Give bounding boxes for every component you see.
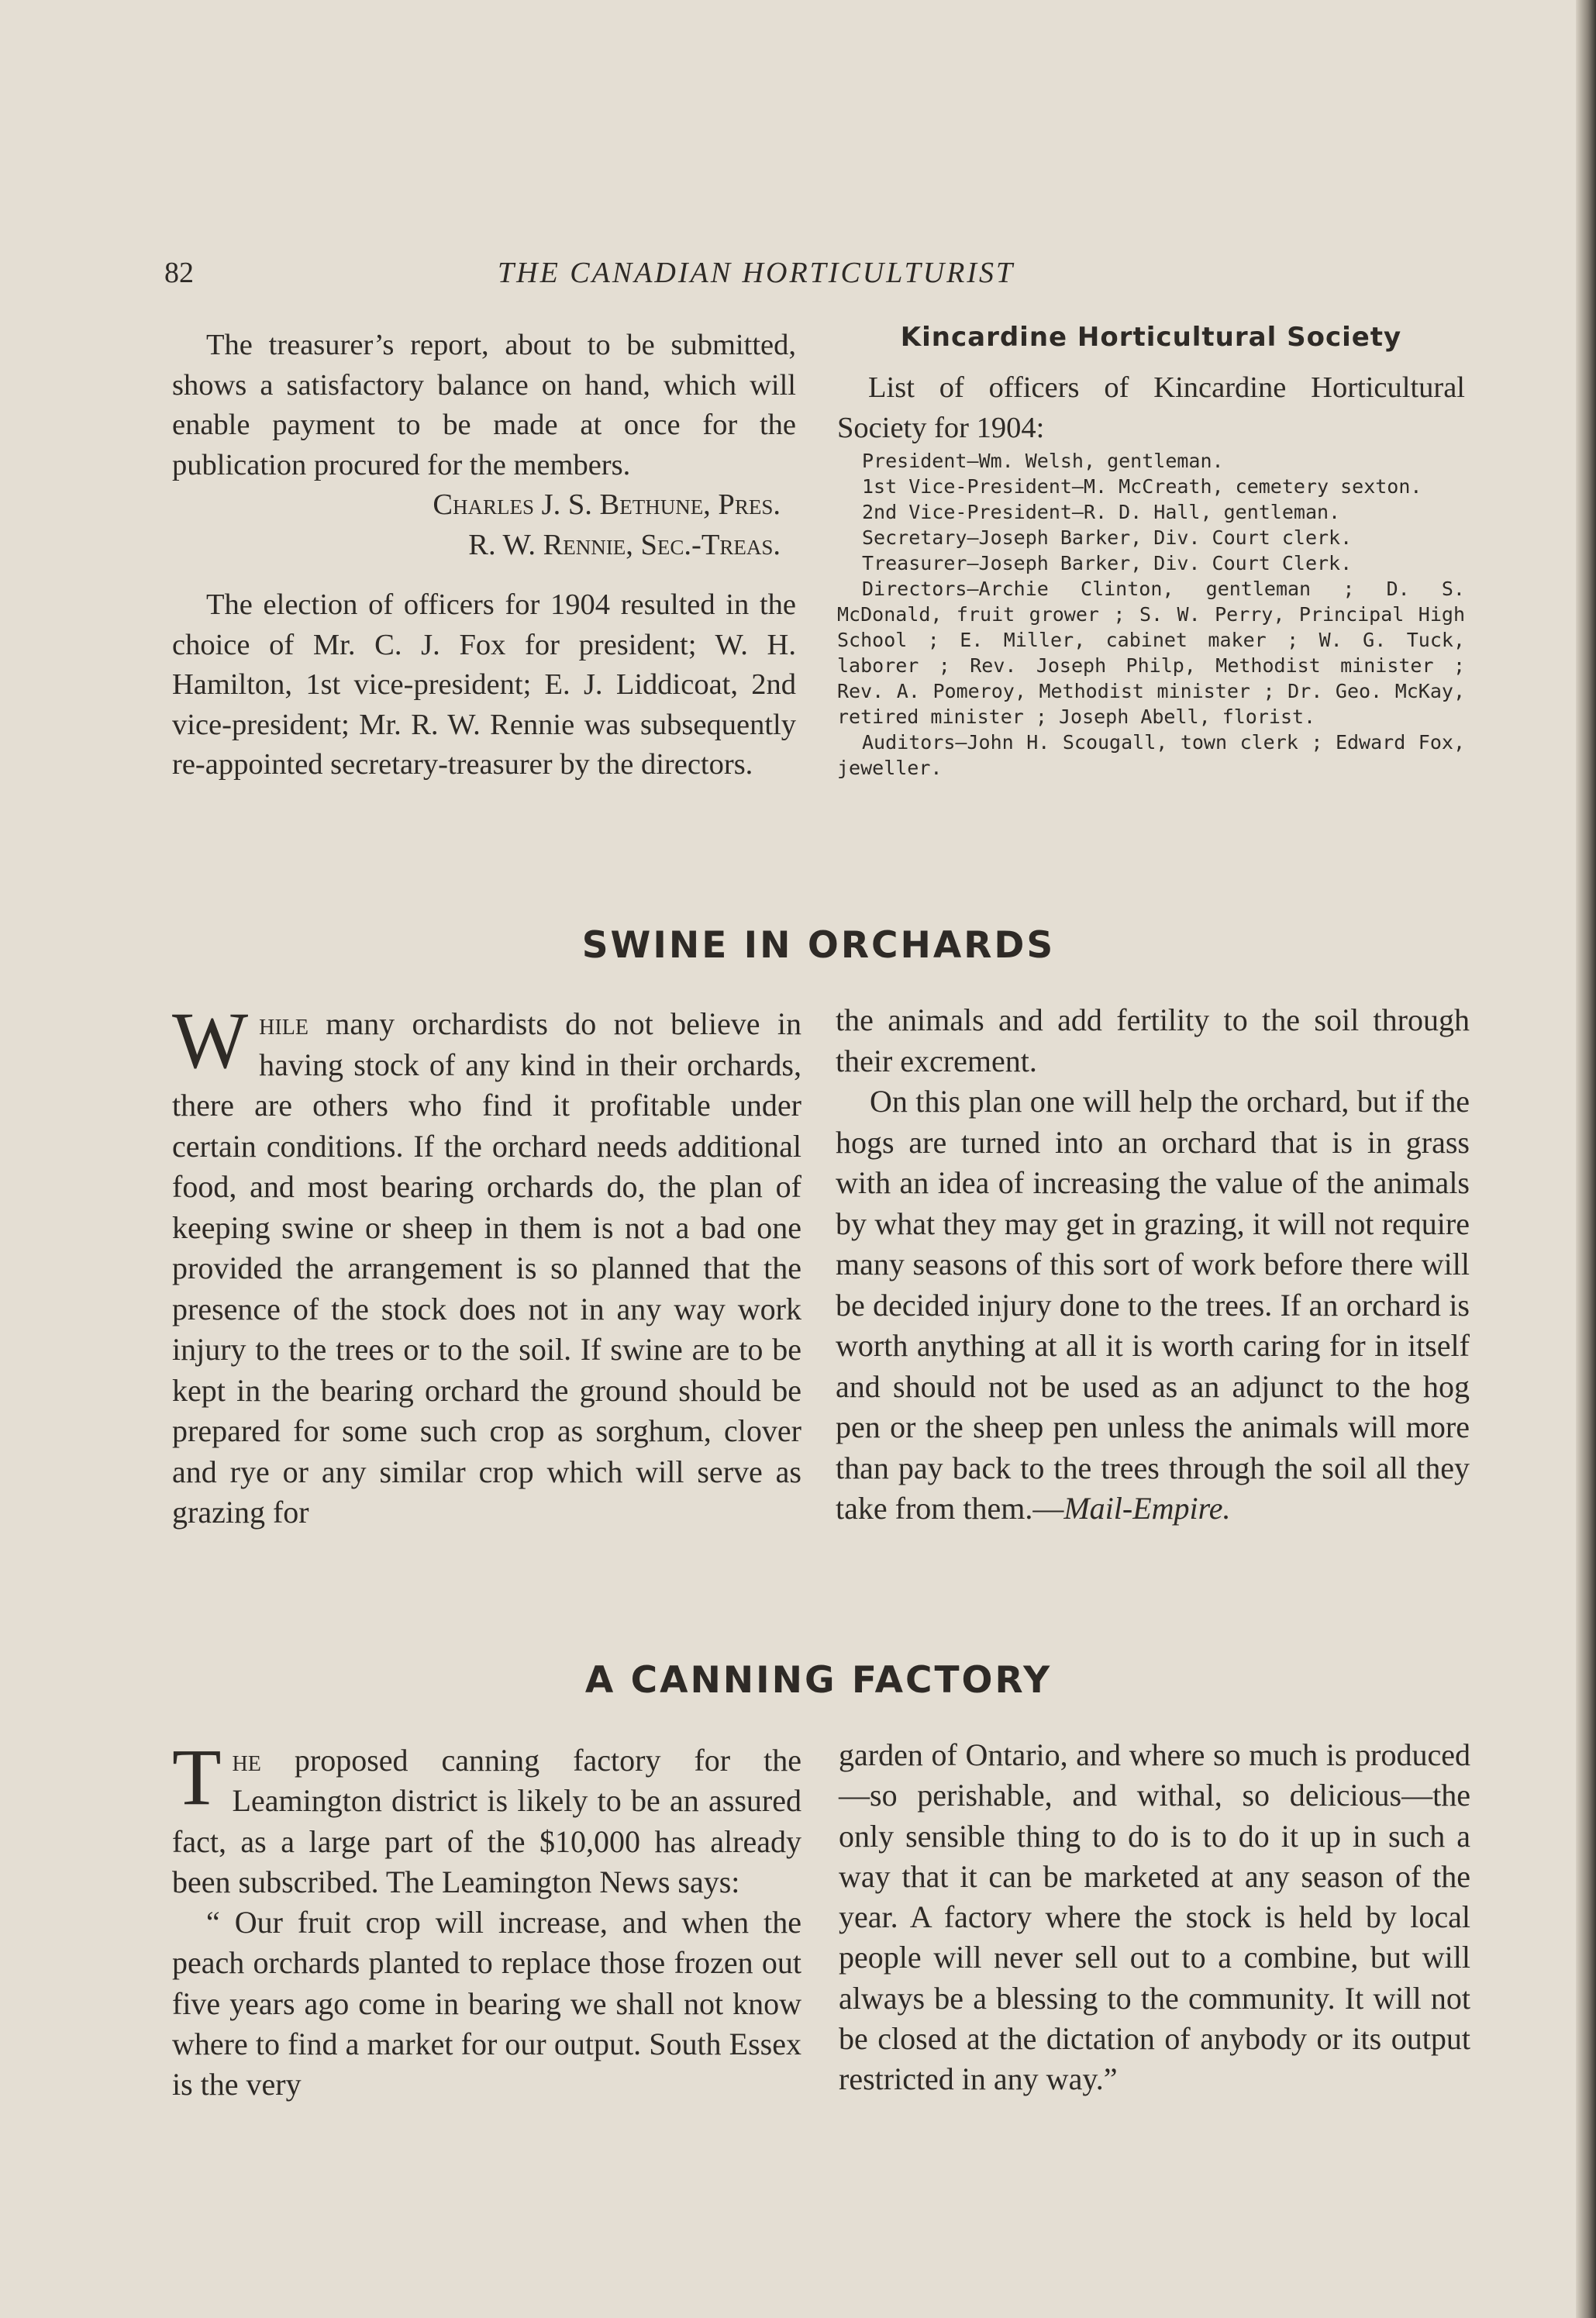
officer-entry: Auditors—John H. Scougall, town clerk ; Edward Fox, jeweller.: [837, 730, 1465, 779]
signature-secretary: R. W. Rennie, Sec.-Treas.: [468, 528, 781, 561]
swine-right-text: On this plan one will help the orchard, but if the hogs are turned into an orchard that is in grass with an idea of increasing the value of the animals by what they may get in grazing, it will not require many seasons of this sort of work before there will be decided injury done to the trees. If an orchard is worth anything at all it is worth caring for in itself and should not be used as an adjunct to the hog pen or the sheep pen unless the animals will more than pay back to the trees through the soil all they take from them.—: [836, 1084, 1470, 1526]
drop-cap: W: [172, 996, 249, 1085]
kincardine-heading: Kincardine Horticultural Society: [900, 322, 1402, 353]
canning-left-text: proposed canning factory for the Leamington district is likely to be an assured fact, as a large part of the $10,000 has already been subscribed. The Leamington News says:: [172, 1743, 802, 1899]
canning-left-column: [172, 1733, 802, 2106]
kincardine-lead: List of officers of Kincardine Horticultural Society for 1904:: [837, 371, 1465, 444]
officer-entry: Directors—Archie Clinton, gentleman ; D. S. McDonald, fruit grower ; S. W. Perry, Principal High School ; E. Miller, cabinet maker ; W. G. Tuck, laborer ; Rev. Joseph Philp, Methodist minister ; Rev. A. Pomeroy, Methodist minister ; Dr. Geo. McKay, retired minister ; Joseph Abell, florist.: [837, 577, 1465, 728]
page-edge-shadow: [1576, 0, 1596, 2318]
treasurer-report-paragraph: The treasurer’s report, about to be submitted, shows a satisfactory balance on hand, which will enable payment to be made at once for the publication procured for the members.: [172, 329, 796, 481]
lead-small-caps: he: [232, 1743, 261, 1778]
officer-entry: 2nd Vice-President—R. D. Hall, gentleman.: [862, 500, 1341, 523]
swine-left-text: many orchardists do not believe in having stock of any kind in their orchards, there are others who find it profitable under certain conditions. If the orchard needs additional food, and most bearing orchards do, the plan of keeping swine or sheep in them is not a bad one provided the arrangement is so planned that the presence of the stock does not in any way work injury to the trees or to the soil. If swine are to be kept in the bearing orchard the ground should be prepared for some such crop as sorghum, clover and rye or any similar crop which will serve as grazing for: [172, 1006, 801, 1530]
canning-right-paragraph: garden of Ontario, and where so much is produced—so perishable, and withal, so delicious—the only sensible thing to do is to do it up in such a way that it can be marketed at any season of the year. A factory where the stock is held by local people will never sell out to a combine, but will always be a blessing to the community. It will not be closed at the dictation of anybody or its output restricted in any way.”: [839, 1737, 1470, 2097]
swine-opening-paragraph: [172, 996, 801, 1533]
officer-entry: Treasurer—Joseph Barker, Div. Court Clerk.: [862, 551, 1353, 574]
election-paragraph: The election of officers for 1904 resulted in the choice of Mr. C. J. Fox for president; W. H. Hamilton, 1st vice-president; E. J. Liddicoat, 2nd vice-president; Mr. R. W. Rennie was subsequently re-appointed secretary-treasurer by the directors.: [172, 588, 796, 781]
swine-left-column: [172, 996, 801, 1533]
canning-article-title: A CANNING FACTORY: [584, 1659, 1053, 1702]
drop-cap: T: [172, 1733, 222, 1822]
kincardine-column: [837, 318, 1465, 781]
officers-list: [837, 448, 1465, 781]
running-head: [164, 256, 1474, 295]
officer-entry: President—Wm. Welsh, gentleman.: [862, 449, 1224, 472]
swine-right-paragraph-1: the animals and add fertility to the soil through their excrement.: [836, 1002, 1470, 1078]
lead-small-caps: hile: [259, 1006, 309, 1041]
swine-article-title: SWINE IN ORCHARDS: [581, 924, 1056, 967]
officer-entry: 1st Vice-President—M. McCreath, cemetery sexton.: [862, 474, 1422, 498]
swine-right-paragraph-2: [836, 1081, 1470, 1530]
page-number: 82: [164, 257, 194, 289]
source-credit: Mail-Empire.: [1063, 1491, 1231, 1526]
officer-entry: Secretary—Joseph Barker, Div. Court clerk.: [862, 526, 1353, 549]
canning-opening-paragraph: [172, 1733, 802, 1902]
canning-right-column: [839, 1735, 1470, 2100]
journal-title: THE CANADIAN HORTICULTURIST: [498, 257, 1015, 289]
signature-president: Charles J. S. Bethune, Pres.: [433, 488, 781, 521]
canning-quote-paragraph: “ Our fruit crop will increase, and when the peach orchards planted to replace those frozen out five years ago come in bearing we shall not know where to find a market for our output. South Essex is the very: [172, 1905, 801, 2102]
swine-right-column: [836, 1000, 1470, 1530]
treasurer-report-column: [172, 326, 796, 785]
